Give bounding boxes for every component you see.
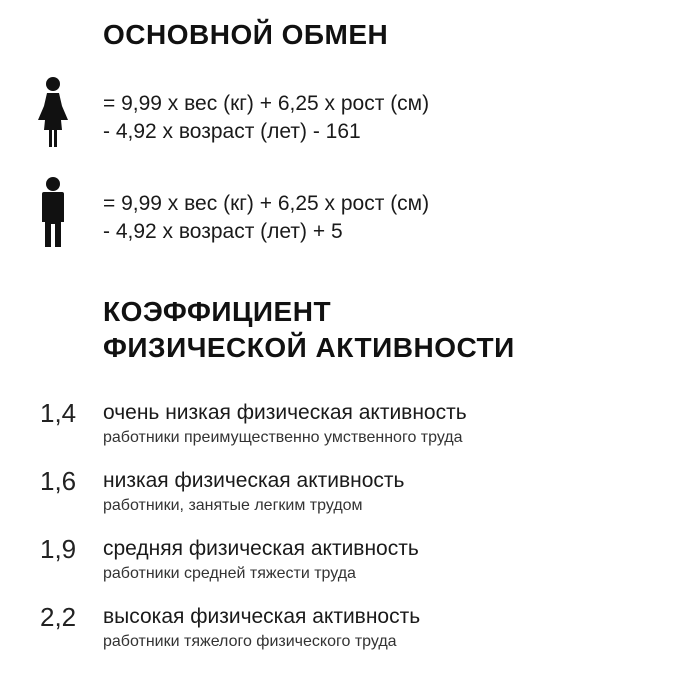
man-icon <box>35 176 71 248</box>
activity-coefficient: 1,9 <box>40 534 77 564</box>
woman-icon <box>35 76 71 148</box>
activity-description: работники средней тяжести труда <box>103 565 356 582</box>
female-formula <box>35 76 675 156</box>
activity-description: работники преимущественно умственного труда <box>103 429 463 446</box>
activity-coefficient: 1,6 <box>40 466 77 496</box>
activity-coefficient: 1,4 <box>40 398 77 428</box>
female-formula-line-1: = 9,99 х вес (кг) + 6,25 х рост (см) <box>103 92 430 115</box>
male-formula-text <box>103 190 429 246</box>
activity-row-very-low <box>40 398 680 458</box>
activity-description: работники, занятые легким трудом <box>103 497 363 514</box>
activity-row-medium <box>40 534 680 594</box>
activity-title-line-1: КОЭФФИЦИЕНТ <box>103 296 332 327</box>
male-formula <box>35 176 675 256</box>
activity-row-high <box>40 602 680 662</box>
female-formula-text <box>103 90 429 146</box>
female-formula-line-2: - 4,92 х возраст (лет) - 161 <box>103 120 361 143</box>
activity-row-low <box>40 466 680 526</box>
activity-description: работники тяжелого физического труда <box>103 633 397 650</box>
activity-level: очень низкая физическая активность <box>103 401 467 424</box>
activity-level: средняя физическая активность <box>103 537 419 560</box>
activity-level: низкая физическая активность <box>103 469 405 492</box>
activity-coefficient: 2,2 <box>40 602 77 632</box>
activity-level: высокая физическая активность <box>103 605 421 628</box>
male-formula-line-2: - 4,92 х возраст (лет) + 5 <box>103 220 343 243</box>
male-formula-line-1: = 9,99 х вес (кг) + 6,25 х рост (см) <box>103 192 430 215</box>
bmr-title: ОСНОВНОЙ ОБМЕН <box>103 19 389 50</box>
activity-title <box>103 294 515 366</box>
activity-title-line-2: ФИЗИЧЕСКОЙ АКТИВНОСТИ <box>103 332 515 363</box>
